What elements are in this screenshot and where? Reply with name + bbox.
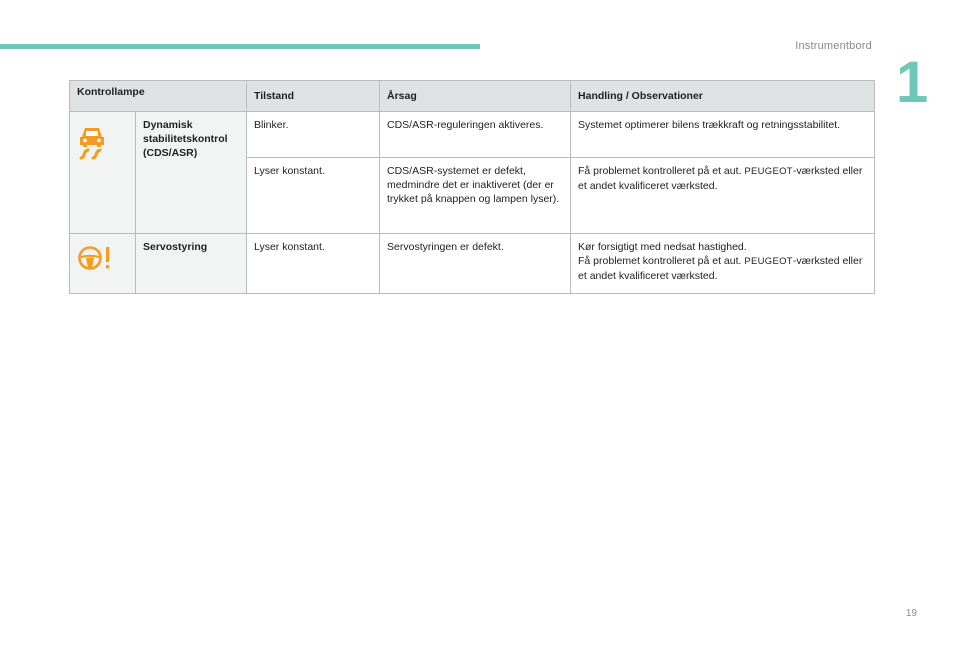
handling-text: Få problemet kontrolleret på et aut. [578,165,742,177]
lamp-name: Servostyring [136,234,247,294]
handling-text-cont: -værksted eller et andet kvalificeret værksted. [578,165,863,192]
arsag-cell: CDS/ASR-systemet er defekt, medmindre det er inaktiveret (der er trykket på knappen og lampen lyser). [380,158,571,234]
handling-text-cont: -værksted eller et andet kvalificeret værksted. [578,255,863,282]
header-kontrollampe: Kontrollampe [70,81,247,112]
arsag-cell: CDS/ASR-reguleringen aktiveres. [380,112,571,158]
handling-text: Få problemet kontrolleret på et aut. [578,255,742,267]
handling-cell: Systemet optimerer bilens trækkraft og retningsstabilitet. [571,112,875,158]
handling-text: Kør forsigtigt med nedsat hastighed. [578,241,747,253]
header-accent-bar [0,44,480,49]
warning-lamp-table [69,80,875,294]
lamp-icon-cell [70,234,136,294]
tilstand-cell: Lyser konstant. [247,234,380,294]
handling-cell [571,158,875,234]
header-arsag: Årsag [380,81,571,112]
table-row [70,234,875,294]
chapter-number: 1 [896,50,929,115]
power-steering-warning-icon [77,244,113,276]
page-number: 19 [905,608,917,619]
arsag-cell: Servostyringen er defekt. [380,234,571,294]
table-header-row [70,81,875,112]
tilstand-cell: Blinker. [247,112,380,158]
header-tilstand: Tilstand [247,81,380,112]
handling-cell [571,234,875,294]
brand-name: PEUGEOT [744,166,793,177]
section-title: Instrumentbord [795,40,872,52]
header-handling: Handling / Observationer [571,81,875,112]
lamp-icon-cell [70,112,136,234]
tilstand-cell: Lyser konstant. [247,158,380,234]
stability-control-warning-icon [77,124,107,164]
brand-name: PEUGEOT [744,256,793,267]
lamp-name: Dynamisk stabilitetskontrol (CDS/ASR) [136,112,247,234]
table-row [70,112,875,158]
